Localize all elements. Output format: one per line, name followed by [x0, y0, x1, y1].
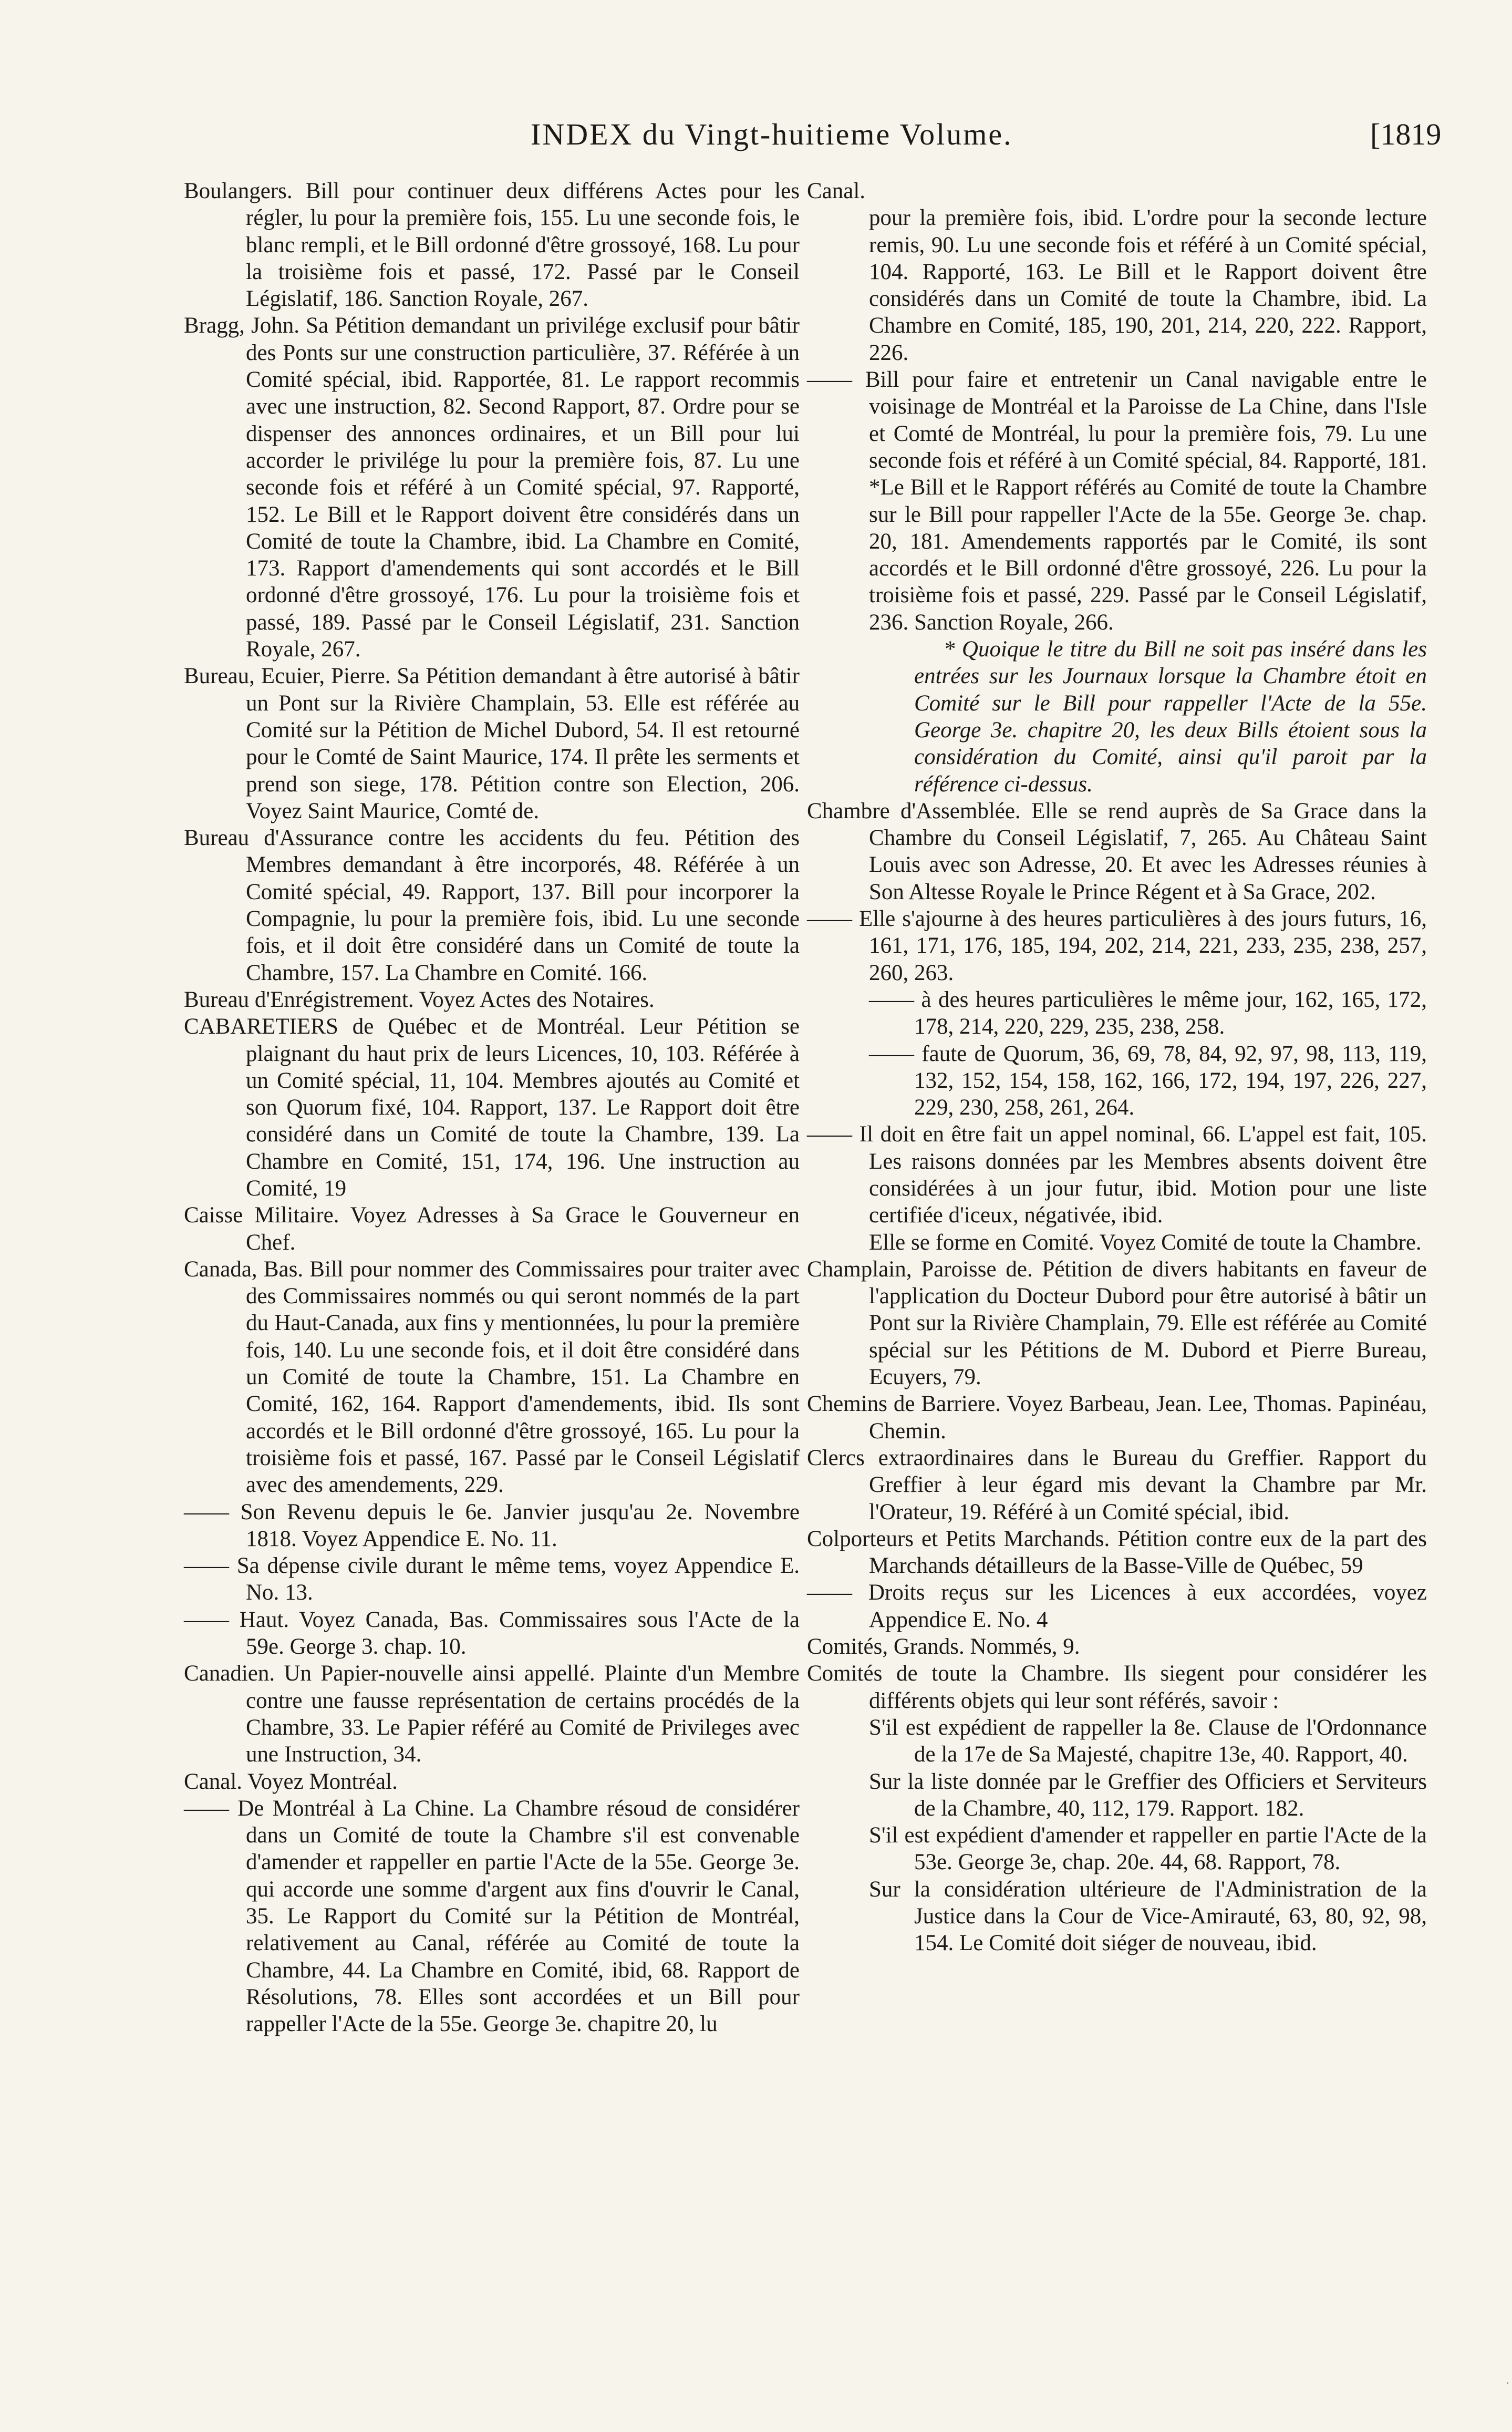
index-subentry: —— Haut. Voyez Canada, Bas. Commissaires sous l'Acte de la 59e. George 3. chap. 10. — [184, 1607, 800, 1660]
left-column — [184, 178, 800, 2037]
index-item: Sur la considération ultérieure de l'Administration de la Justice dans la Cour de Vice-Amirauté, 63, 80, 92, 98, 154. Le Comité doit siéger de nouveau, ibid. — [869, 1877, 1427, 1956]
scan-mark: · — [1506, 2376, 1510, 2389]
index-subentry: —— Elle s'ajourne à des heures particulières à des jours futurs, 16, 161, 171, 176, 185, 194, 202, 214, 221, 233, 235, 238, 257, 260, 263. — [807, 906, 1427, 985]
index-entry: Bureau d'Enrégistrement. Voyez Actes des Notaires. — [184, 987, 655, 1012]
index-entry: Caisse Militaire. Voyez Adresses à Sa Grace le Gouverneur en Chef. — [184, 1203, 800, 1255]
index-entry: Chambre d'Assemblée. Elle se rend auprès de Sa Grace dans la Chambre du Conseil Législatif, 7, 265. Au Château Saint Louis avec son Adresse, 20. Et avec les Adresses réunies à Son Altesse Royale le Prince Régent et à Sa Grace, 202. — [807, 798, 1427, 904]
index-subsubentry: —— faute de Quorum, 36, 69, 78, 84, 92, 97, 98, 113, 119, 132, 152, 154, 158, 162, 166, 172, 194, 197, 226, 227, 229, 230, 258, 261, 264. — [869, 1041, 1427, 1120]
index-entry: Canadien. Un Papier-nouvelle ainsi appellé. Plainte d'un Membre contre une fausse représentation de certains procédés de la Chambre, 33. Le Papier référé au Comité de Privileges avec une Instruction, 34. — [184, 1661, 800, 1767]
index-entry: Bureau, Ecuier, Pierre. Sa Pétition demandant à être autorisé à bâtir un Pont sur la Rivière Champlain, 53. Elle est référée au Comité sur la Pétition de Michel Dubord, 54. Il est retourné pour le Comté de Saint Maurice, 174. Il prête les serments et prend son siege, 178. Pétition contre son Election, 206. Voyez Saint Maurice, Comté de. — [184, 664, 800, 823]
index-entry: Comités de toute la Chambre. Ils siegent pour considérer les différents objets qui leur sont référés, savoir : — [807, 1661, 1427, 1713]
column-continuation-heading: Canal. — [807, 179, 866, 203]
index-entry: Canada, Bas. Bill pour nommer des Commissaires pour traiter avec des Commissaires nommés ou qui seront nommés de la part du Haut-Canada, aux fins y mentionnées, lu pour la première fois, 140. Lu une seconde fois, et il doit être considéré dans un Comité de toute la Chambre, 151. La Chambre en Comité, 162, 164. Rapport d'amendements, ibid. Ils sont accordés et le Bill ordonné d'être grossoyé, 165. Lu pour la troisième fois et passé, 167. Passé par le Conseil Législatif avec des amendements, 229. — [184, 1256, 800, 1498]
index-entry: CABARETIERS de Québec et de Montréal. Leur Pétition se plaignant du haut prix de leurs Licences, 10, 103. Référée à un Comité spécial, 11, 104. Membres ajoutés au Comité et son Quorum fixé, 104. Rapport, 137. Le Rapport doit être considéré dans un Comité de toute la Chambre, 139. La Chambre en Comité, 151, 174, 196. Une instruction au Comité, 19 — [184, 1014, 800, 1201]
index-entry: Champlain, Paroisse de. Pétition de divers habitants en faveur de l'application du Docteur Dubord pour être autorisé à bâtir un Pont sur la Rivière Champlain, 79. Elle est référée au Comité spécial sur les Pétitions de M. Dubord et Pierre Bureau, Ecuyers, 79. — [807, 1256, 1427, 1390]
index-item: S'il est expédient d'amender et rappeller en partie l'Acte de la 53e. George 3e, chap. 20e. 44, 68. Rapport, 78. — [869, 1823, 1427, 1875]
index-subentry: —— De Montréal à La Chine. La Chambre résoud de considérer dans un Comité de toute la Chambre s'il est convenable d'amender et rappeller en partie l'Acte de la 55e. George 3e. qui accorde une somme d'argent aux fins d'ouvrir le Canal, 35. Le Rapport du Comité sur la Pétition de Montréal, relativement au Canal, référée au Comité de toute la Chambre, 44. La Chambre en Comité, ibid, 68. Rapport de Résolutions, 78. Elles sont accordées et un Bill pour rappeller l'Acte de la 55e. George 3e. chapitre 20, lu — [184, 1796, 800, 2037]
running-title: INDEX du Vingt-huitieme Volume. — [531, 117, 1013, 151]
index-entry: Canal. Voyez Montréal. — [184, 1769, 398, 1794]
index-item: Sur la liste donnée par le Greffier des Officiers et Serviteurs de la Chambre, 40, 112, 179. Rapport. 182. — [869, 1769, 1427, 1821]
index-entry: Bureau d'Assurance contre les accidents du feu. Pétition des Membres demandant à être incorporés, 48. Référée à un Comité spécial, 49. Rapport, 137. Bill pour incorporer la Compagnie, lu pour la première fois, ibid. Lu une seconde fois, et il doit être considéré dans un Comité de toute la Chambre, 157. La Chambre en Comité. 166. — [184, 826, 800, 985]
index-subentry: —— Son Revenu depuis le 6e. Janvier jusqu'au 2e. Novembre 1818. Voyez Appendice E. No. 11. — [184, 1499, 800, 1551]
index-continuation: pour la première fois, ibid. L'ordre pour la seconde lecture remis, 90. Lu une seconde fois et référé à un Comité spécial, 104. Rapporté, 163. Le Bill et le Rapport doivent être considérés dans un Comité de toute la Chambre, ibid. La Chambre en Comité, 185, 190, 201, 214, 220, 222. Rapport, 226. — [869, 205, 1427, 365]
index-subentry: —— Il doit en être fait un appel nominal, 66. L'appel est fait, 105. Les raisons données par les Membres absents doivent être considérées à un jour futur, ibid. Motion pour une liste certifiée d'iceux, négativée, ibid. — [807, 1122, 1427, 1228]
index-subsubentry: —— à des heures particulières le même jour, 162, 165, 172, 178, 214, 220, 229, 235, 238, 258. — [869, 987, 1427, 1039]
index-item: S'il est expédient de rappeller la 8e. Clause de l'Ordonnance de la 17e de Sa Majesté, chapitre 13e, 40. Rapport, 40. — [869, 1715, 1427, 1767]
page-number: [1819 — [1370, 117, 1442, 151]
right-column — [807, 178, 1427, 1957]
index-entry: Chemins de Barriere. Voyez Barbeau, Jean. Lee, Thomas. Papinéau, Chemin. — [807, 1392, 1427, 1444]
index-subentry: Elle se forme en Comité. Voyez Comité de toute la Chambre. — [869, 1230, 1422, 1255]
index-entry: Boulangers. Bill pour continuer deux différens Actes pour les régler, lu pour la première fois, 155. Lu une seconde fois, le blanc rempli, et le Bill ordonné d'être grossoyé, 168. Lu pour la troisième fois et passé, 172. Passé par le Conseil Législatif, 186. Sanction Royale, 267. — [184, 179, 800, 312]
footnote: * Quoique le titre du Bill ne soit pas inséré dans les entrées sur les Journaux lorsque la Chambre étoit en Comité sur le Bill pour rappeller l'Acte de la 55e. George 3e. chapitre 20, les deux Bills étoient sous la considération du Comité, ainsi qu'il paroit par la référence ci-dessus. — [914, 637, 1427, 797]
index-entry: Comités, Grands. Nommés, 9. — [807, 1634, 1080, 1660]
index-entry: Clercs extraordinaires dans le Bureau du Greffier. Rapport du Greffier à leur égard mis devant la Chambre par Mr. l'Orateur, 19. Référé à un Comité spécial, ibid. — [807, 1445, 1427, 1524]
index-subentry: —— Droits reçus sur les Licences à eux accordées, voyez Appendice E. No. 4 — [807, 1580, 1427, 1632]
index-entry: Bragg, John. Sa Pétition demandant un privilége exclusif pour bâtir des Ponts sur une construction particulière, 37. Référée à un Comité spécial, ibid. Rapportée, 81. Le rapport recommis avec une instruction, 82. Second Rapport, 87. Ordre pour se dispenser des annonces ordinaires, et un Bill pour lui accorder le privilége lu pour la première fois, 87. Lu une seconde fois et référé à un Comité spécial, 97. Rapporté, 152. Le Bill et le Rapport doivent être considérés dans un Comité de toute la Chambre, ibid. La Chambre en Comité, 173. Rapport d'amendements qui sont accordés et le Bill ordonné d'être grossoyé, 176. Lu pour la troisième fois et passé, 189. Passé par le Conseil Législatif, 231. Sanction Royale, 267. — [184, 313, 800, 662]
page-header — [0, 117, 1512, 164]
index-subentry: —— Bill pour faire et entretenir un Canal navigable entre le voisinage de Montréal et la Paroisse de La Chine, dans l'Isle et Comté de Montréal, lu pour la première fois, 79. Lu une seconde fois et référé à un Comité spécial, 84. Rapporté, 181. *Le Bill et le Rapport référés au Comité de toute la Chambre sur le Bill pour rappeller l'Acte de la 55e. George 3e. chap. 20, 181. Amendements rapportés par le Comité, ils sont accordés et le Bill ordonné d'être grossoyé, 226. Lu pour la troisième fois et passé, 229. Passé par le Conseil Législatif, 236. Sanction Royale, 266. — [807, 367, 1427, 635]
index-entry: Colporteurs et Petits Marchands. Pétition contre eux de la part des Marchands détailleurs de la Basse-Ville de Québec, 59 — [807, 1526, 1427, 1579]
index-subentry: —— Sa dépense civile durant le même tems, voyez Appendice E. No. 13. — [184, 1553, 800, 1605]
